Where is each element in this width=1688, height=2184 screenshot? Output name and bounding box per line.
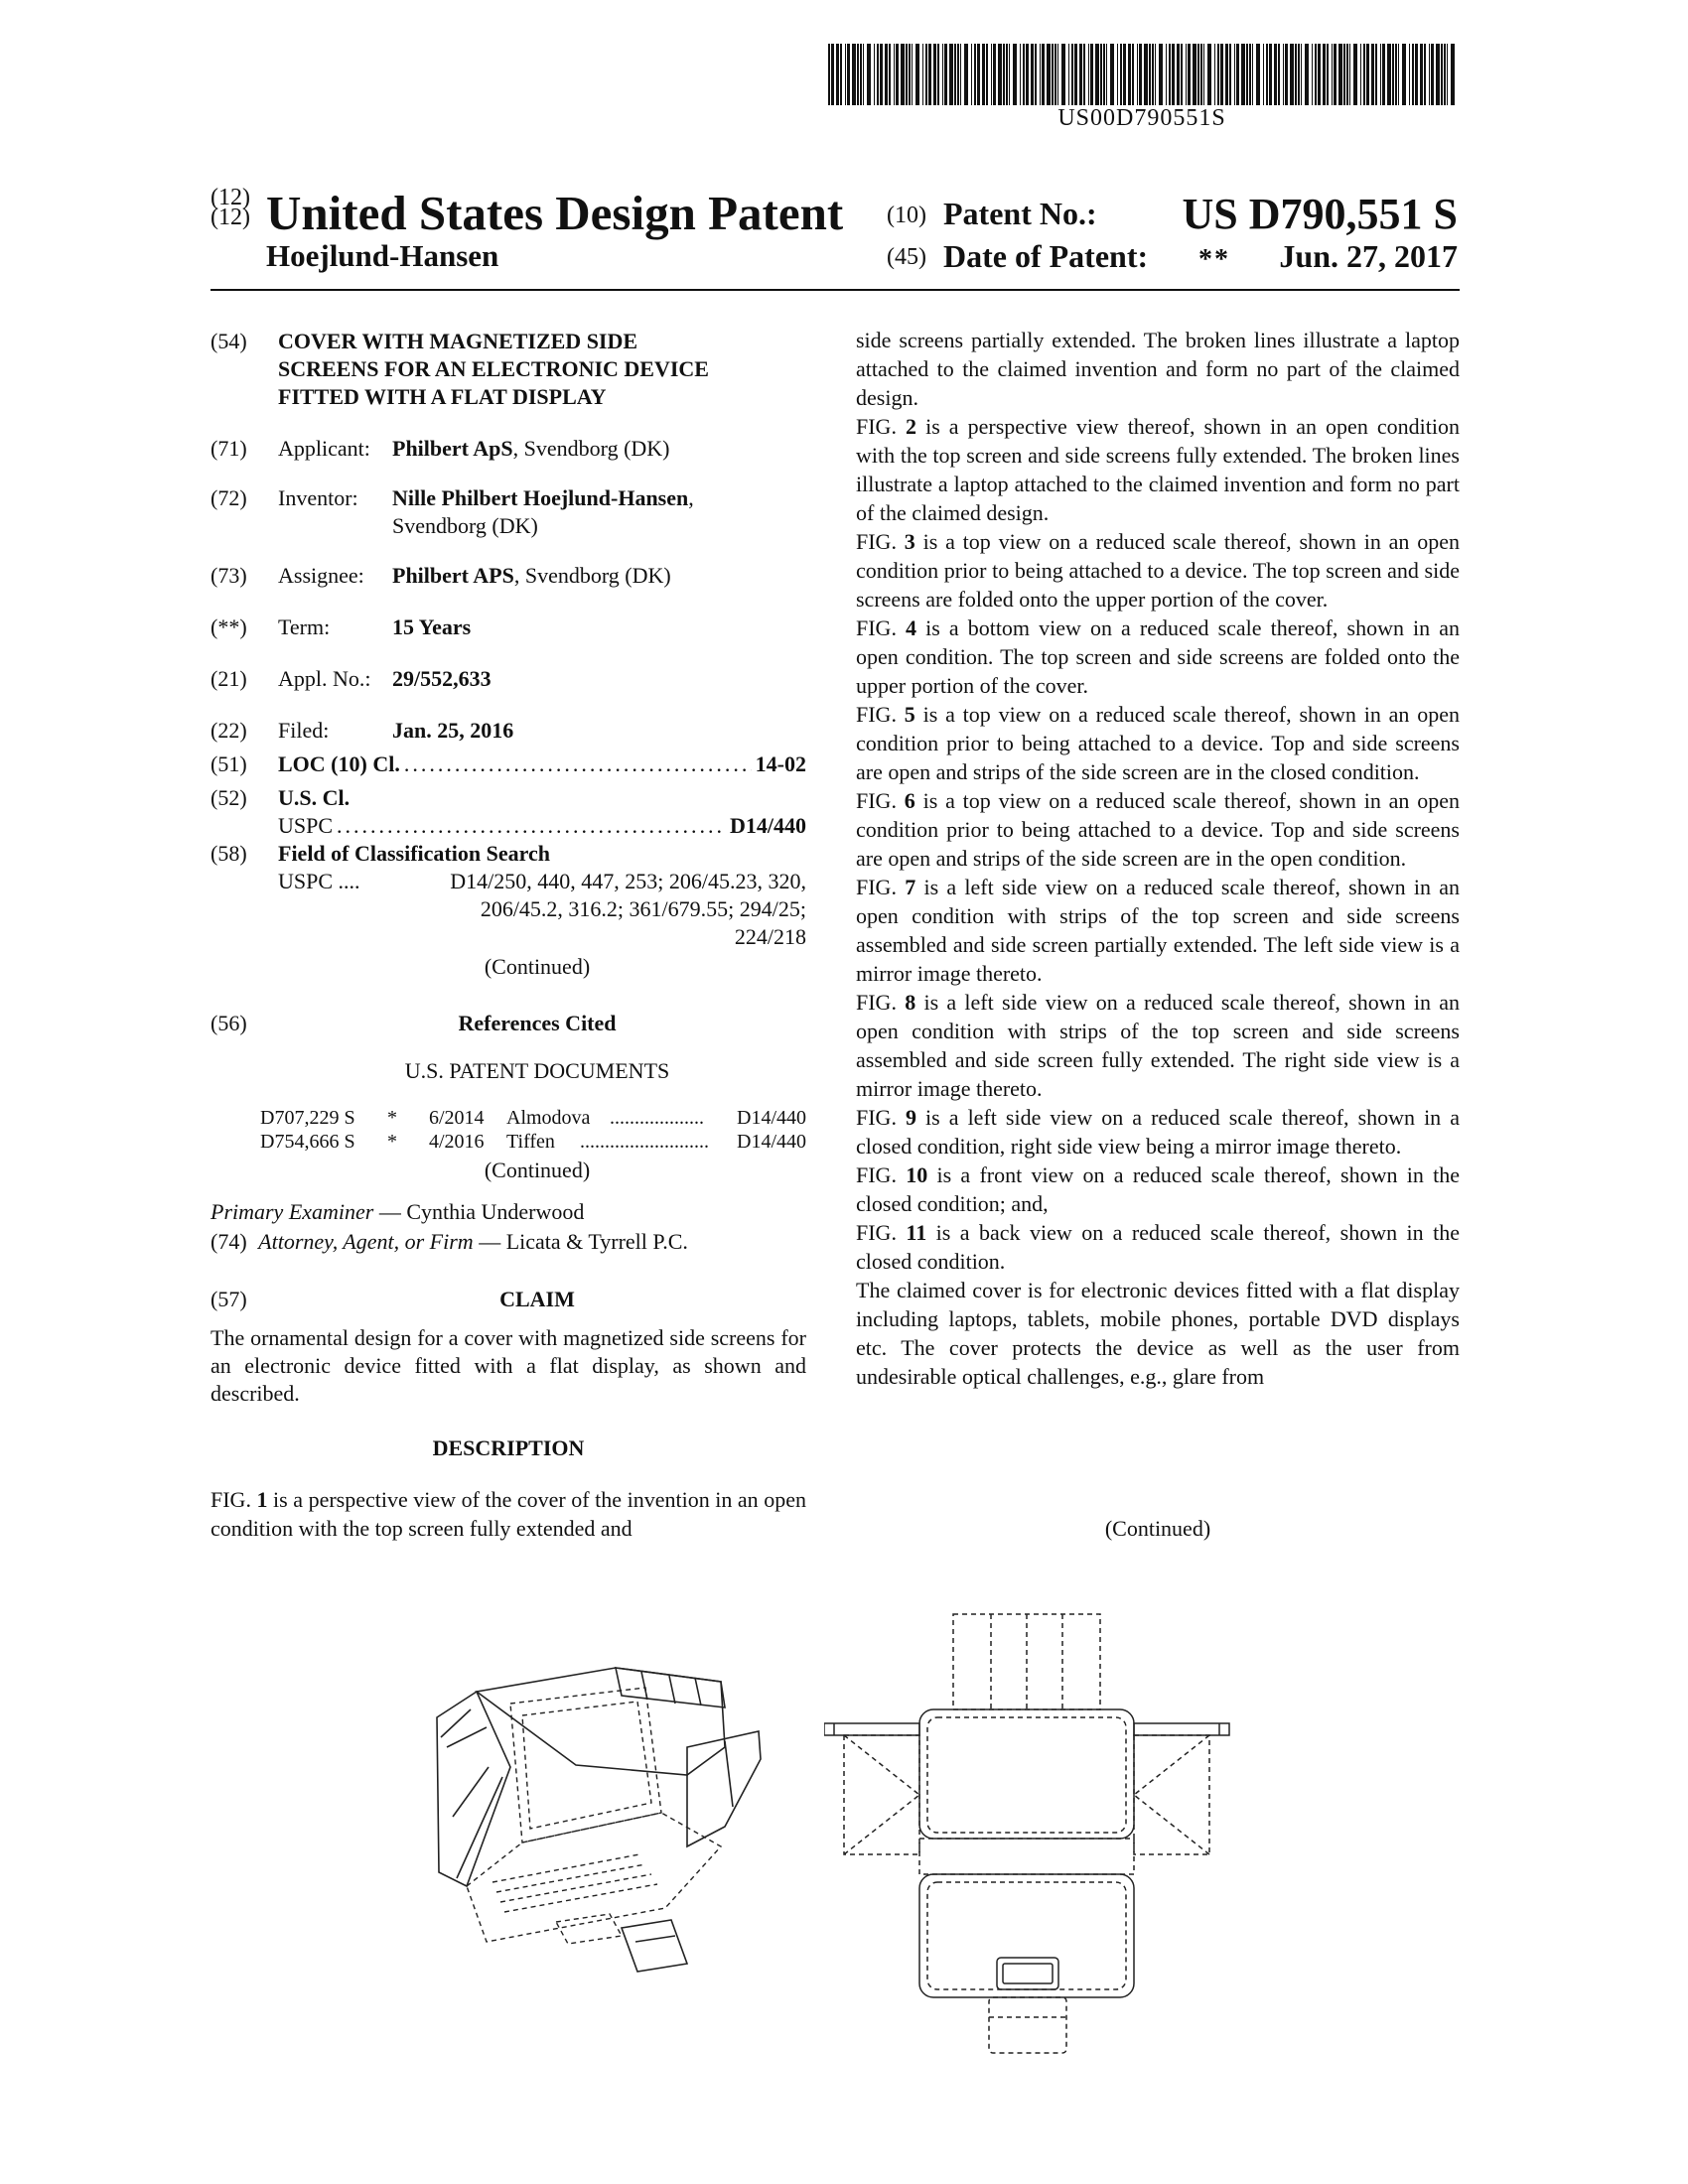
- applicant-label: Applicant:: [278, 436, 370, 461]
- barcode-bar: [937, 44, 939, 105]
- barcode-bar: [845, 44, 846, 105]
- barcode-bar: [1234, 44, 1235, 105]
- barcode-bar: [1139, 44, 1142, 105]
- barcode-bar: [974, 44, 976, 105]
- applicant-name: Philbert ApS: [392, 436, 513, 461]
- barcode-bar: [1020, 44, 1021, 105]
- claim-text: The ornamental design for a cover with magnetized side screens for an electronic device fitted with a flat display, as shown and described.: [211, 1325, 806, 1406]
- barcode-bar: [1169, 44, 1171, 105]
- ref-date: 6/2014: [429, 1107, 485, 1129]
- barcode-bar: [1144, 44, 1148, 105]
- fig-2-description: [856, 412, 1460, 527]
- uspc-value: D14/440: [730, 813, 806, 838]
- barcode-bar: [1172, 44, 1175, 105]
- barcode-bar: [1047, 44, 1051, 105]
- barcode-bar: [1256, 44, 1260, 105]
- barcode-bar: [1371, 44, 1374, 105]
- barcode-bar: [840, 44, 842, 105]
- fig-text: is a back view on a reduced scale thereof, shown in the closed condition.: [856, 1220, 1460, 1274]
- field-classification-search: [211, 840, 806, 954]
- appl-label: Appl. No.:: [278, 666, 371, 691]
- barcode-bar: [1117, 44, 1118, 105]
- barcode-bar: [1026, 44, 1029, 105]
- fig-prefix: FIG.: [856, 1220, 907, 1245]
- barcode-bar: [1083, 44, 1085, 105]
- right-continued: (Continued): [1104, 1516, 1211, 1541]
- ref-class: D14/440: [737, 1107, 806, 1129]
- barcode-bar: [1334, 44, 1336, 105]
- barcode-bar: [1009, 44, 1010, 105]
- barcode-bar: [1343, 44, 1345, 105]
- fig-prefix: FIG.: [856, 875, 906, 899]
- fig-6-description: [856, 786, 1460, 873]
- barcode-bar: [998, 44, 1002, 105]
- barcode-bar: [971, 44, 972, 105]
- description-title: DESCRIPTION: [432, 1435, 585, 1460]
- barcode-bar: [957, 44, 959, 105]
- barcode-bar: [1420, 44, 1423, 105]
- barcode-bar: [928, 44, 931, 105]
- fig-number: 6: [904, 788, 915, 813]
- barcode-bar: [1120, 44, 1122, 105]
- dot-leader: [337, 812, 726, 840]
- barcode-bar: [1305, 44, 1309, 105]
- barcode-bar: [964, 44, 968, 105]
- inventor-location: Svendborg (DK): [392, 513, 538, 538]
- barcode-bar: [1269, 44, 1272, 105]
- barcode-bar: [1402, 44, 1406, 105]
- barcode-bar: [1177, 44, 1180, 105]
- barcode-bar: [1366, 44, 1369, 105]
- ref-class: D14/440: [737, 1131, 806, 1153]
- fig-text: is a top view on a reduced scale thereof, shown in an open condition prior to being attached to a device. Top and side screens are open and strips of the side screen are in the closed condition.: [856, 702, 1460, 784]
- appl-value: 29/552,633: [392, 666, 492, 691]
- ref-date: 4/2016: [429, 1131, 485, 1153]
- barcode-bar: [1285, 44, 1288, 105]
- barcode-bar: [1013, 44, 1017, 105]
- attorney-label: Attorney, Agent, or Firm: [258, 1229, 474, 1254]
- fig-prefix: FIG.: [211, 1487, 257, 1512]
- term-value: 15 Years: [392, 614, 472, 639]
- dot-leader: [404, 751, 752, 778]
- claim-title: CLAIM: [499, 1287, 575, 1311]
- code-45: (45): [887, 244, 926, 270]
- loc-value: 14-02: [755, 751, 806, 776]
- barcode-bar: [901, 44, 905, 105]
- barcode-bar: [954, 44, 956, 105]
- code-12: (12): [211, 185, 250, 210]
- barcode-bar: [1431, 44, 1434, 105]
- barcode-bar: [1003, 44, 1005, 105]
- barcode-bar: [1207, 44, 1211, 105]
- barcode-bar: [1246, 44, 1248, 105]
- barcode-bar: [1327, 44, 1329, 105]
- barcode-bar: [1159, 44, 1163, 105]
- code-73: (73): [211, 563, 247, 588]
- code-57: (57): [211, 1287, 247, 1311]
- barcode-bar: [1079, 44, 1082, 105]
- invention-title: [278, 328, 806, 411]
- barcode-bar: [1252, 44, 1253, 105]
- applicant-location: , Svendborg (DK): [512, 436, 670, 461]
- barcode-bar: [1290, 44, 1294, 105]
- barcode-bar: [1006, 44, 1008, 105]
- uspc-label: USPC: [278, 813, 334, 838]
- barcode-bar: [1110, 44, 1114, 105]
- barcode-bar: [1298, 44, 1300, 105]
- barcode-bar: [1193, 44, 1196, 105]
- inventor-surname: Hoejlund-Hansen: [266, 238, 499, 273]
- fig-prefix: FIG.: [856, 1162, 907, 1187]
- barcode-bar: [944, 44, 947, 105]
- field-search-label: Field of Classification Search: [278, 841, 550, 866]
- code-58: (58): [211, 841, 247, 866]
- barcode-bar: [1295, 44, 1297, 105]
- barcode-bar: [1200, 44, 1202, 105]
- patent-date: Jun. 27, 2017: [1279, 238, 1458, 274]
- barcode-bar: [847, 44, 850, 105]
- barcode-bar: [1061, 44, 1065, 105]
- fig-text: is a perspective view of the cover of the invention in an open condition with the top screen fully extended and: [211, 1487, 806, 1541]
- barcode-bar: [1441, 44, 1443, 105]
- fig-text: is a top view on a reduced scale thereof, shown in an open condition prior to being attached to a device. Top and side screens are open and strips of the side screen are in the open condition.: [856, 788, 1460, 871]
- barcode-bar: [909, 44, 911, 105]
- barcode-bar: [1225, 44, 1228, 105]
- barcode-bar: [1409, 44, 1410, 105]
- barcode-bar: [1429, 44, 1430, 105]
- term-stars: **: [1198, 244, 1230, 275]
- term-label: Term:: [278, 614, 331, 639]
- barcode-bar: [1263, 44, 1264, 105]
- barcode-bar: [1395, 44, 1397, 105]
- barcode-bar: [1283, 44, 1284, 105]
- fig-number: 11: [906, 1220, 927, 1245]
- barcode-bar: [1074, 44, 1077, 105]
- barcode-bar: [1057, 44, 1058, 105]
- fig-text: is a perspective view thereof, shown in an open condition with the top screen and side screens fully extended. The broken lines illustrate a laptop attached to the claimed invention and form no part of the claimed design.: [856, 414, 1460, 525]
- references-title: References Cited: [458, 1011, 617, 1035]
- barcode-bar: [1398, 44, 1399, 105]
- barcode-bar: [1137, 44, 1138, 105]
- fig-7-description: [856, 873, 1460, 988]
- fig-number: 10: [906, 1162, 928, 1187]
- barcode-bar: [1090, 44, 1093, 105]
- barcode-bar: [1106, 44, 1107, 105]
- right-paragraph-0: side screens partially extended. The broken lines illustrate a laptop attached to the claimed invention and form no part of the claimed design.: [856, 328, 1460, 410]
- barcode-bar: [1188, 44, 1191, 105]
- ref-star: *: [387, 1107, 397, 1129]
- barcode-bar: [1152, 44, 1154, 105]
- barcode-bar: [1346, 44, 1348, 105]
- figure-laptop-perspective: [427, 1648, 784, 1976]
- title-line-2: SCREENS FOR AN ELECTRONIC DEVICE: [278, 356, 709, 381]
- code-56: (56): [211, 1011, 247, 1035]
- barcode-bar: [960, 44, 961, 105]
- barcode: [824, 44, 1460, 105]
- assignee-label: Assignee:: [278, 563, 364, 588]
- primary-examiner: [211, 1199, 584, 1225]
- inventor-label: Inventor:: [278, 485, 358, 510]
- barcode-bar: [831, 44, 834, 105]
- barcode-bar: [1241, 44, 1245, 105]
- barcode-bar: [1197, 44, 1199, 105]
- barcode-bar: [1415, 44, 1418, 105]
- fig-prefix: FIG.: [856, 990, 906, 1015]
- barcode-bar: [1181, 44, 1183, 105]
- barcode-bar: [1214, 44, 1215, 105]
- field-line-1: D14/250, 440, 447, 253; 206/45.23, 320,: [450, 869, 806, 893]
- field-line-3: 224/218: [734, 924, 806, 949]
- barcode-bar: [1318, 44, 1321, 105]
- barcode-bar: [1031, 44, 1034, 105]
- patent-no-label: Patent No.:: [943, 196, 1097, 231]
- field-inventor: [211, 484, 806, 542]
- barcode-bar: [1100, 44, 1102, 105]
- fig-prefix: FIG.: [856, 788, 905, 813]
- examiner-label: Primary Examiner: [211, 1199, 374, 1224]
- barcode-bar: [1186, 44, 1187, 105]
- field-uspc-label: USPC ....: [278, 869, 360, 893]
- barcode-bar: [1332, 44, 1333, 105]
- code-72: (72): [211, 485, 247, 510]
- code-52: (52): [211, 785, 247, 810]
- field-us-cl: [211, 784, 806, 840]
- fig-prefix: FIG.: [856, 615, 907, 640]
- fig-text: is a bottom view on a reduced scale thereof, shown in an open condition. The top screen and side screens are folded onto the upper portion of the cover.: [856, 615, 1460, 698]
- barcode-bar: [1249, 44, 1251, 105]
- barcode-bar: [1278, 44, 1280, 105]
- barcode-bar: [1042, 44, 1045, 105]
- field-continued: (Continued): [484, 954, 591, 979]
- barcode-bar: [1040, 44, 1041, 105]
- fig-4-description: [856, 614, 1460, 700]
- barcode-bar: [993, 44, 996, 105]
- barcode-bar: [1315, 44, 1317, 105]
- barcode-bar: [857, 44, 859, 105]
- barcode-bar: [1236, 44, 1239, 105]
- attorney-name: — Licata & Tyrrell P.C.: [473, 1229, 688, 1254]
- barcode-bar: [1068, 44, 1069, 105]
- assignee-name: Philbert APS: [392, 563, 514, 588]
- filed-label: Filed:: [278, 718, 330, 743]
- fig-number: 2: [906, 414, 917, 439]
- barcode-bar: [1128, 44, 1131, 105]
- barcode-bar: [982, 44, 985, 105]
- barcode-bar: [867, 44, 871, 105]
- fig-11-description: [856, 1218, 1460, 1276]
- fig-prefix: FIG.: [856, 529, 905, 554]
- barcode-bar: [991, 44, 992, 105]
- figure-top-view: [824, 1606, 1241, 2063]
- barcode-bar: [880, 44, 883, 105]
- barcode-bar: [889, 44, 891, 105]
- fig-10-description: [856, 1160, 1460, 1218]
- code-71: (71): [211, 436, 247, 461]
- inventor-comma: ,: [688, 485, 694, 510]
- barcode-bar: [1447, 44, 1448, 105]
- fig-8-description: [856, 988, 1460, 1103]
- fig-number: 7: [905, 875, 916, 899]
- barcode-bar: [1382, 44, 1385, 105]
- references-subtitle: U.S. PATENT DOCUMENTS: [404, 1058, 670, 1083]
- barcode-bar: [1360, 44, 1361, 105]
- barcode-bar: [1155, 44, 1156, 105]
- barcode-bar: [1436, 44, 1440, 105]
- barcode-bar: [1363, 44, 1365, 105]
- fig-number: 1: [256, 1487, 268, 1512]
- barcode-bar: [1052, 44, 1054, 105]
- code-12-label: (12): [211, 205, 250, 230]
- date-label: Date of Patent:: [943, 238, 1149, 274]
- ref-star: *: [387, 1131, 397, 1153]
- fig-3-description: [856, 527, 1460, 614]
- uscl-label: U.S. Cl.: [278, 785, 351, 810]
- fig-text: is a top view on a reduced scale thereof, shown in an open condition prior to being attached to a device. The top screen and side screens are folded onto the upper portion of the cover.: [856, 529, 1460, 612]
- barcode-bar: [925, 44, 927, 105]
- barcode-bar: [912, 44, 913, 105]
- barcode-bar: [1375, 44, 1377, 105]
- barcode-bar: [986, 44, 988, 105]
- code-21: (21): [211, 666, 247, 691]
- barcode-bar: [852, 44, 856, 105]
- barcode-bar: [1451, 44, 1455, 105]
- barcode-bar: [1301, 44, 1302, 105]
- barcode-bar: [894, 44, 895, 105]
- barcode-bar: [1166, 44, 1167, 105]
- description-fig1: [211, 1485, 806, 1543]
- barcode-bar: [877, 44, 879, 105]
- barcode-bar: [1412, 44, 1414, 105]
- fig-prefix: FIG.: [856, 702, 905, 727]
- barcode-bar: [1353, 44, 1357, 105]
- field-title: [211, 328, 806, 417]
- barcode-bar: [1392, 44, 1394, 105]
- barcode-bar: [1220, 44, 1223, 105]
- ref-dots: ..........................: [580, 1131, 709, 1153]
- barcode-bar: [874, 44, 875, 105]
- ref-number: D707,229 S: [260, 1107, 355, 1129]
- code-22: (22): [211, 718, 247, 743]
- assignee-location: , Svendborg (DK): [513, 563, 671, 588]
- barcode-bar: [836, 44, 839, 105]
- ref-name: Almodova: [506, 1107, 591, 1129]
- barcode-bar: [1071, 44, 1073, 105]
- barcode-bar: [1132, 44, 1134, 105]
- code-74: (74): [211, 1229, 247, 1254]
- patent-title: United States Design Patent: [266, 186, 844, 240]
- barcode-number: US00D790551S: [1057, 105, 1226, 131]
- title-line-3: FITTED WITH A FLAT DISPLAY: [278, 384, 607, 409]
- fig-number: 8: [905, 990, 916, 1015]
- barcode-bar: [885, 44, 888, 105]
- barcode-bar: [1380, 44, 1381, 105]
- barcode-bar: [828, 44, 830, 105]
- barcode-bar: [1229, 44, 1231, 105]
- fig-prefix: FIG.: [856, 414, 907, 439]
- ref-number: D754,666 S: [260, 1131, 355, 1153]
- barcode-bar: [1149, 44, 1151, 105]
- code-51: (51): [211, 751, 247, 776]
- barcode-bar: [1323, 44, 1326, 105]
- barcode-bar: [1035, 44, 1037, 105]
- barcode-bar: [977, 44, 980, 105]
- fig-text: is a left side view on a reduced scale thereof, shown in an open condition with strips of the top screen and side screens assembled and side screen fully extended. The right side view is a mirror image thereto.: [856, 990, 1460, 1101]
- fig-number: 9: [906, 1105, 916, 1130]
- ref-name: Tiffen: [506, 1131, 555, 1153]
- code-10: (10): [887, 203, 926, 228]
- header-divider: [211, 289, 1460, 291]
- barcode-bar: [1338, 44, 1342, 105]
- fig-9-description: [856, 1103, 1460, 1160]
- fig-prefix: FIG.: [856, 1105, 906, 1130]
- barcode-bar: [860, 44, 862, 105]
- barcode-bar: [1349, 44, 1350, 105]
- barcode-bar: [1095, 44, 1099, 105]
- fig-text: is a left side view on a reduced scale thereof, shown in an open condition with strips of the top screen and side screens assembled and side screen partially extended. The left side view is a mirror image thereto.: [856, 875, 1460, 986]
- filed-value: Jan. 25, 2016: [392, 718, 514, 743]
- title-line-1: COVER WITH MAGNETIZED SIDE: [278, 329, 638, 353]
- barcode-bar: [1203, 44, 1204, 105]
- barcode-bar: [1444, 44, 1446, 105]
- barcode-bar: [906, 44, 908, 105]
- barcode-bar: [1103, 44, 1105, 105]
- fig-number: 4: [906, 615, 917, 640]
- fig-text: is a left side view on a reduced scale thereof, shown in a closed condition, right side view being a mirror image thereto.: [856, 1105, 1460, 1159]
- barcode-bar: [1274, 44, 1277, 105]
- barcode-bar: [1023, 44, 1025, 105]
- barcode-bar: [1055, 44, 1056, 105]
- code-54: (54): [211, 329, 247, 353]
- fig-number: 5: [904, 702, 915, 727]
- barcode-bar: [1217, 44, 1219, 105]
- inventor-name: Nille Philbert Hoejlund-Hansen: [392, 485, 689, 510]
- patent-number: US D790,551 S: [1182, 190, 1458, 238]
- barcode-bar: [915, 44, 919, 105]
- barcode-bar: [1123, 44, 1126, 105]
- right-column: [856, 326, 1460, 1391]
- fig-text: is a front view on a reduced scale thereof, shown in the closed condition; and,: [856, 1162, 1460, 1216]
- barcode-bar: [922, 44, 923, 105]
- barcode-bar: [1088, 44, 1089, 105]
- field-line-2: 206/45.2, 316.2; 361/679.55; 294/25;: [480, 896, 806, 921]
- barcode-bar: [863, 44, 864, 105]
- loc-label: LOC (10) Cl.: [278, 751, 400, 776]
- code-term: (**): [211, 614, 247, 639]
- right-paragraph-final: The claimed cover is for electronic devices fitted with a flat display including laptops, tablets, mobile phones, portable DVD displays etc. The cover protects the device as well as the user from undesirable optical challenges, e.g., glare from: [856, 1278, 1460, 1389]
- barcode-bar: [896, 44, 899, 105]
- barcode-bar: [1312, 44, 1313, 105]
- fig-number: 3: [904, 529, 915, 554]
- barcode-bar: [1424, 44, 1426, 105]
- barcode-bar: [933, 44, 936, 105]
- barcode-bar: [949, 44, 953, 105]
- ref-dots: ...................: [610, 1107, 704, 1129]
- references-continued: (Continued): [484, 1158, 591, 1182]
- fig-5-description: [856, 700, 1460, 786]
- barcode-bar: [1266, 44, 1268, 105]
- examiner-name: — Cynthia Underwood: [373, 1199, 585, 1224]
- attorney: [211, 1229, 688, 1255]
- barcode-bar: [942, 44, 943, 105]
- barcode-bar: [1387, 44, 1391, 105]
